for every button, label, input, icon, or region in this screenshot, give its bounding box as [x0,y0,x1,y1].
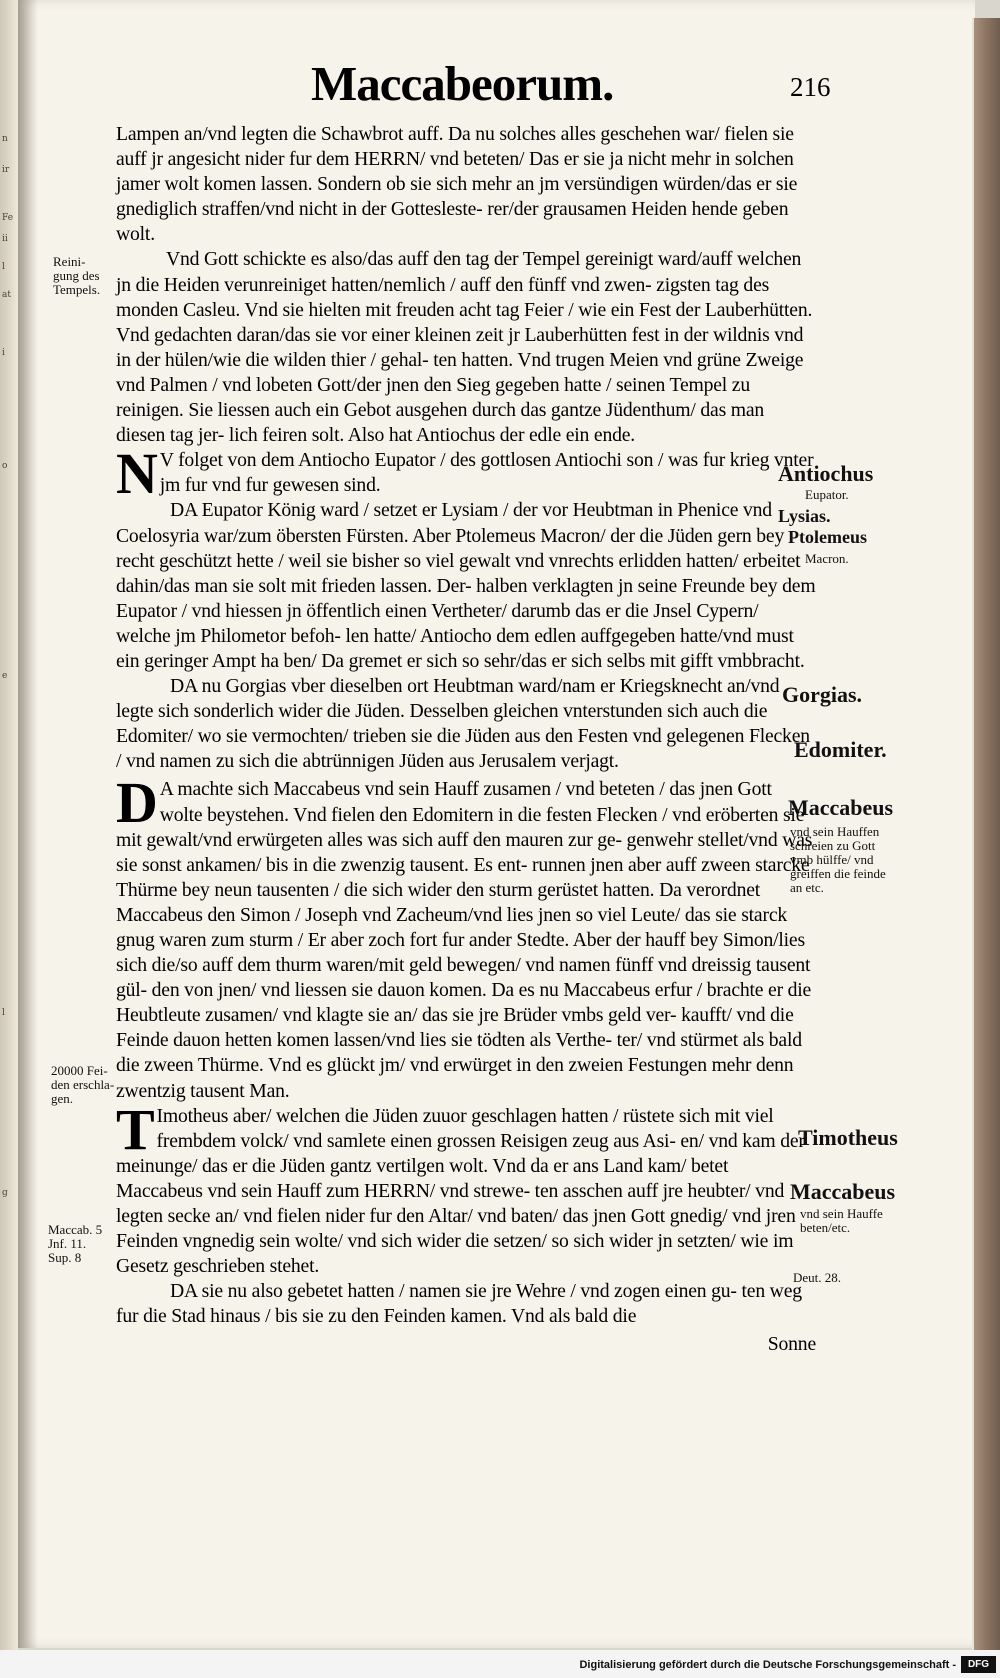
left-fragment: e [2,671,8,681]
main-text-column [116,122,816,1357]
drop-capital: T [116,1096,155,1162]
paragraph: Lampen an/vnd legten die Schawbrot auff. Da nu solches alles geschehen war/ fielen sie auff jr angesicht nider fur dem HERRN/ vnd beteten/ Das er sie ja nicht mehr in solchen jamer wolt komen lassen. Sondern ob sie sich mehr an jm versündigen würden/das er sie gnediglich straffen/vnd nicht in der Gottesleste- rer/der grausamen Heiden hende geben wolt. [116,123,798,246]
left-fragment: ii [2,234,8,244]
left-fragment: ir [2,165,10,175]
footer-bar [0,1650,1000,1678]
paragraph: V folget von dem Antiocho Eupator / des gottlosen Antiochi son / was fur krieg vnter jm fur vnd fur gewesen sind. [159,449,814,497]
marginal-note-edomiter: Edomiter. [794,737,887,762]
paragraph: Vnd Gott schickte es also/das auff den tag der Tempel gereinigt ward/auff welchen jn die Heiden verunreiniget hatten/nemlich / auff den fünff vnd zwen- zigsten tag des monden Casleu. Vnd sie hielten mit freuden acht tag Feier / wie ein Fest der Lauberhütten. Vnd gedachten daran/das sie vor einer kleinen zeit jr Lauberhütten fest in der wildnis vnd in der hülen/wie die wilden thier / gehal- ten hatten. Vnd trugen Meien vnd grüne Zweige vnd Palmen / vnd lobeten Gott/der jnen den Sieg gegeben hatte / seinen Tempel zu reinigen. Sie liessen auch ein Gebot ausgehen durch das gantze Jüdenthum/ das man diesen tag jer- lich feiren solt. Also hat Antiochus der edle ein ende. [116,248,813,447]
initial-paragraph [116,441,816,507]
page-edge-stack [972,18,1000,1670]
drop-capital: N [116,441,158,507]
marginal-note-lysias: Lysias. [778,506,831,526]
marginal-note-timotheus: Timotheus [798,1125,898,1150]
marginal-note-ptolemeus: Ptolemeus [788,527,867,547]
paragraph: Imotheus aber/ welchen die Jüden zuuor geschlagen hatten / rüstete sich mit viel frembdem volck/ vnd samlete einen grossen Reisigen zeug aus Asi- en/ vnd kam der meinunge/ das er die Jüden gantz vertilgen wolt. Vnd da er ans Land kam/ betet Maccabeus vnd sein Hauff zum HERRN/ vnd strewe- ten asschen auff jre heubter/ vnd legten secke an/ vnd fielen nider fur den Altar/ vnd baten/ das jnen Gott gnedig/ vnd jren Feinden vngnedig sein wolte/ vnd sich wider die setzen/ so sich wider jn setzten/ wie im Gesetz geschrieben stehet. [116,1104,805,1278]
marginal-note-maccabeus-2: Maccabeus [790,1179,896,1204]
left-fragment: n [2,134,8,144]
book-page [18,0,975,1648]
marginal-note-gorgias: Gorgias. [782,682,863,707]
marginal-note-eupator: Eupator. [805,487,849,502]
initial-paragraph [116,770,816,1103]
marginal-note-deut: Deut. 28. [793,1270,842,1285]
marginal-note-maccabeus-2-sub: vnd sein Hauffe beten/etc. [800,1206,883,1235]
marginal-note-antiochus: Antiochus [778,461,874,486]
paragraph: DA Eupator König ward / setzet er Lysiam / der vor Heubtman in Phenice vnd Coelosyria war/zum öbersten Fürsten. Aber Ptolemeus Macron/ der die Jüden gern bey recht geschützt hette / weil sie bisher so viel gewalt vnd vnrechts erlidden hatten/ erbeitet dahin/das man sie solt mit frieden lassen. Der- halben verklagten jn seine Freunde bey dem Eupator / vnd hiessen jn öffentlich einen Vertheter/ darumb das er die Jnsel Cypern/ welche jm Philometor befoh- len hatte/ Antiocho dem edlen auffgegeben hatte/vnd must ein geringer Ampt ha ben/ Da gremet er sich so sehr/das er sich selbs mit gifft vmbbracht. [116,499,816,672]
page-number: 216 [790,72,831,102]
left-fragment: l [2,1008,5,1018]
left-fragment: g [2,1188,8,1198]
marginal-note-20000: 20000 Fei- den erschla- gen. [51,1063,115,1106]
catchword: Sonne [767,1332,816,1355]
marginal-note-reinigung: Reini- gung des Tempels. [53,254,101,297]
marginal-note-maccab-ref: Maccab. 5 Jnf. 11. Sup. 8 [48,1222,103,1265]
dfg-logo: DFG [961,1656,996,1673]
left-fragment: Fe [2,213,14,223]
left-fragment: at [2,290,11,300]
marginal-note-maccabeus-1: Maccabeus [788,795,894,820]
marginal-note-maccabeus-1-sub: vnd sein Hauffen schreien zu Gott vmb hülffe/ vnd greiffen die feinde an etc. [790,824,886,895]
initial-paragraph [116,1096,816,1280]
paragraph: DA nu Gorgias vber dieselben ort Heubtman ward/nam er Kriegsknecht an/vnd legte sich sonderlich wider die Jüden. Desselben gleichen vnterstunden sich auch die Edomiter/ wo sie vermochten/ trieben sie die Jüden aus den Festen vnd gelegenen Flecken / vnd namen zu sich die abtrünnigen Jüden aus Jerusalem verjagt. [116,675,810,773]
paragraph: A machte sich Maccabeus vnd sein Hauff zusamen / vnd beteten / das jnen Gott wolte beystehen. Vnd fielen den Edomitern in die festen Flecken / vnd eröberten sie mit gewalt/vnd erwürgeten alles was sich auff den mauren zur ge- genwehr stellet/vnd was sie sonst ankamen/ bis in die zwenzig tausent. Es ent- runnen jnen aber auff zween starcke Thürme bey neun tausenten / die sich wider den sturm gerüstet hatten. Da verordnet Maccabeus den Simon / Joseph vnd Zacheum/vnd lies jnen so viel Leute/ das sie starck gnug waren zum sturm / Er aber zoch fort fur ander Stedte. Aber der hauff bey Simon/lies sich die/so auff dem thurm waren/mit geld bewegen/ vnd namen fünff vnd dreissig tausent gül- den von jnen/ vnd liessen sie dauon komen. Da es nu Maccabeus erfur / brachte er die Heubtleute zusamen/ vnd klagte sie an/ das sie jre Brüder vmbs geld ver- kaufft/ vnd die Feinde dauon hetten komen lassen/vnd lies sie tödten als Verthe- ter/ vnd stürmet als bald die zween Thürme. Vnd es glückt jm/ vnd erwürget in den zweien Festungen mehr denn zwentzig tausent Man. [116,778,813,1102]
left-fragment: o [2,461,8,471]
left-fragment: i [2,348,5,358]
gutter-shadow [18,0,38,1648]
drop-capital: D [116,770,158,836]
left-fragment: l [2,262,5,272]
running-title: Maccabeorum. [311,56,614,111]
paragraph: DA sie nu also gebetet hatten / namen sie jre Wehre / vnd zogen einen gu- ten weg fur die Stad hinaus / bis sie zu den Feinden kamen. Vnd als bald die [116,1280,802,1328]
footer-attribution: Digitalisierung gefördert durch die Deutsche Forschungsgemeinschaft - [579,1659,956,1671]
marginal-note-macron: Macron. [805,551,849,566]
